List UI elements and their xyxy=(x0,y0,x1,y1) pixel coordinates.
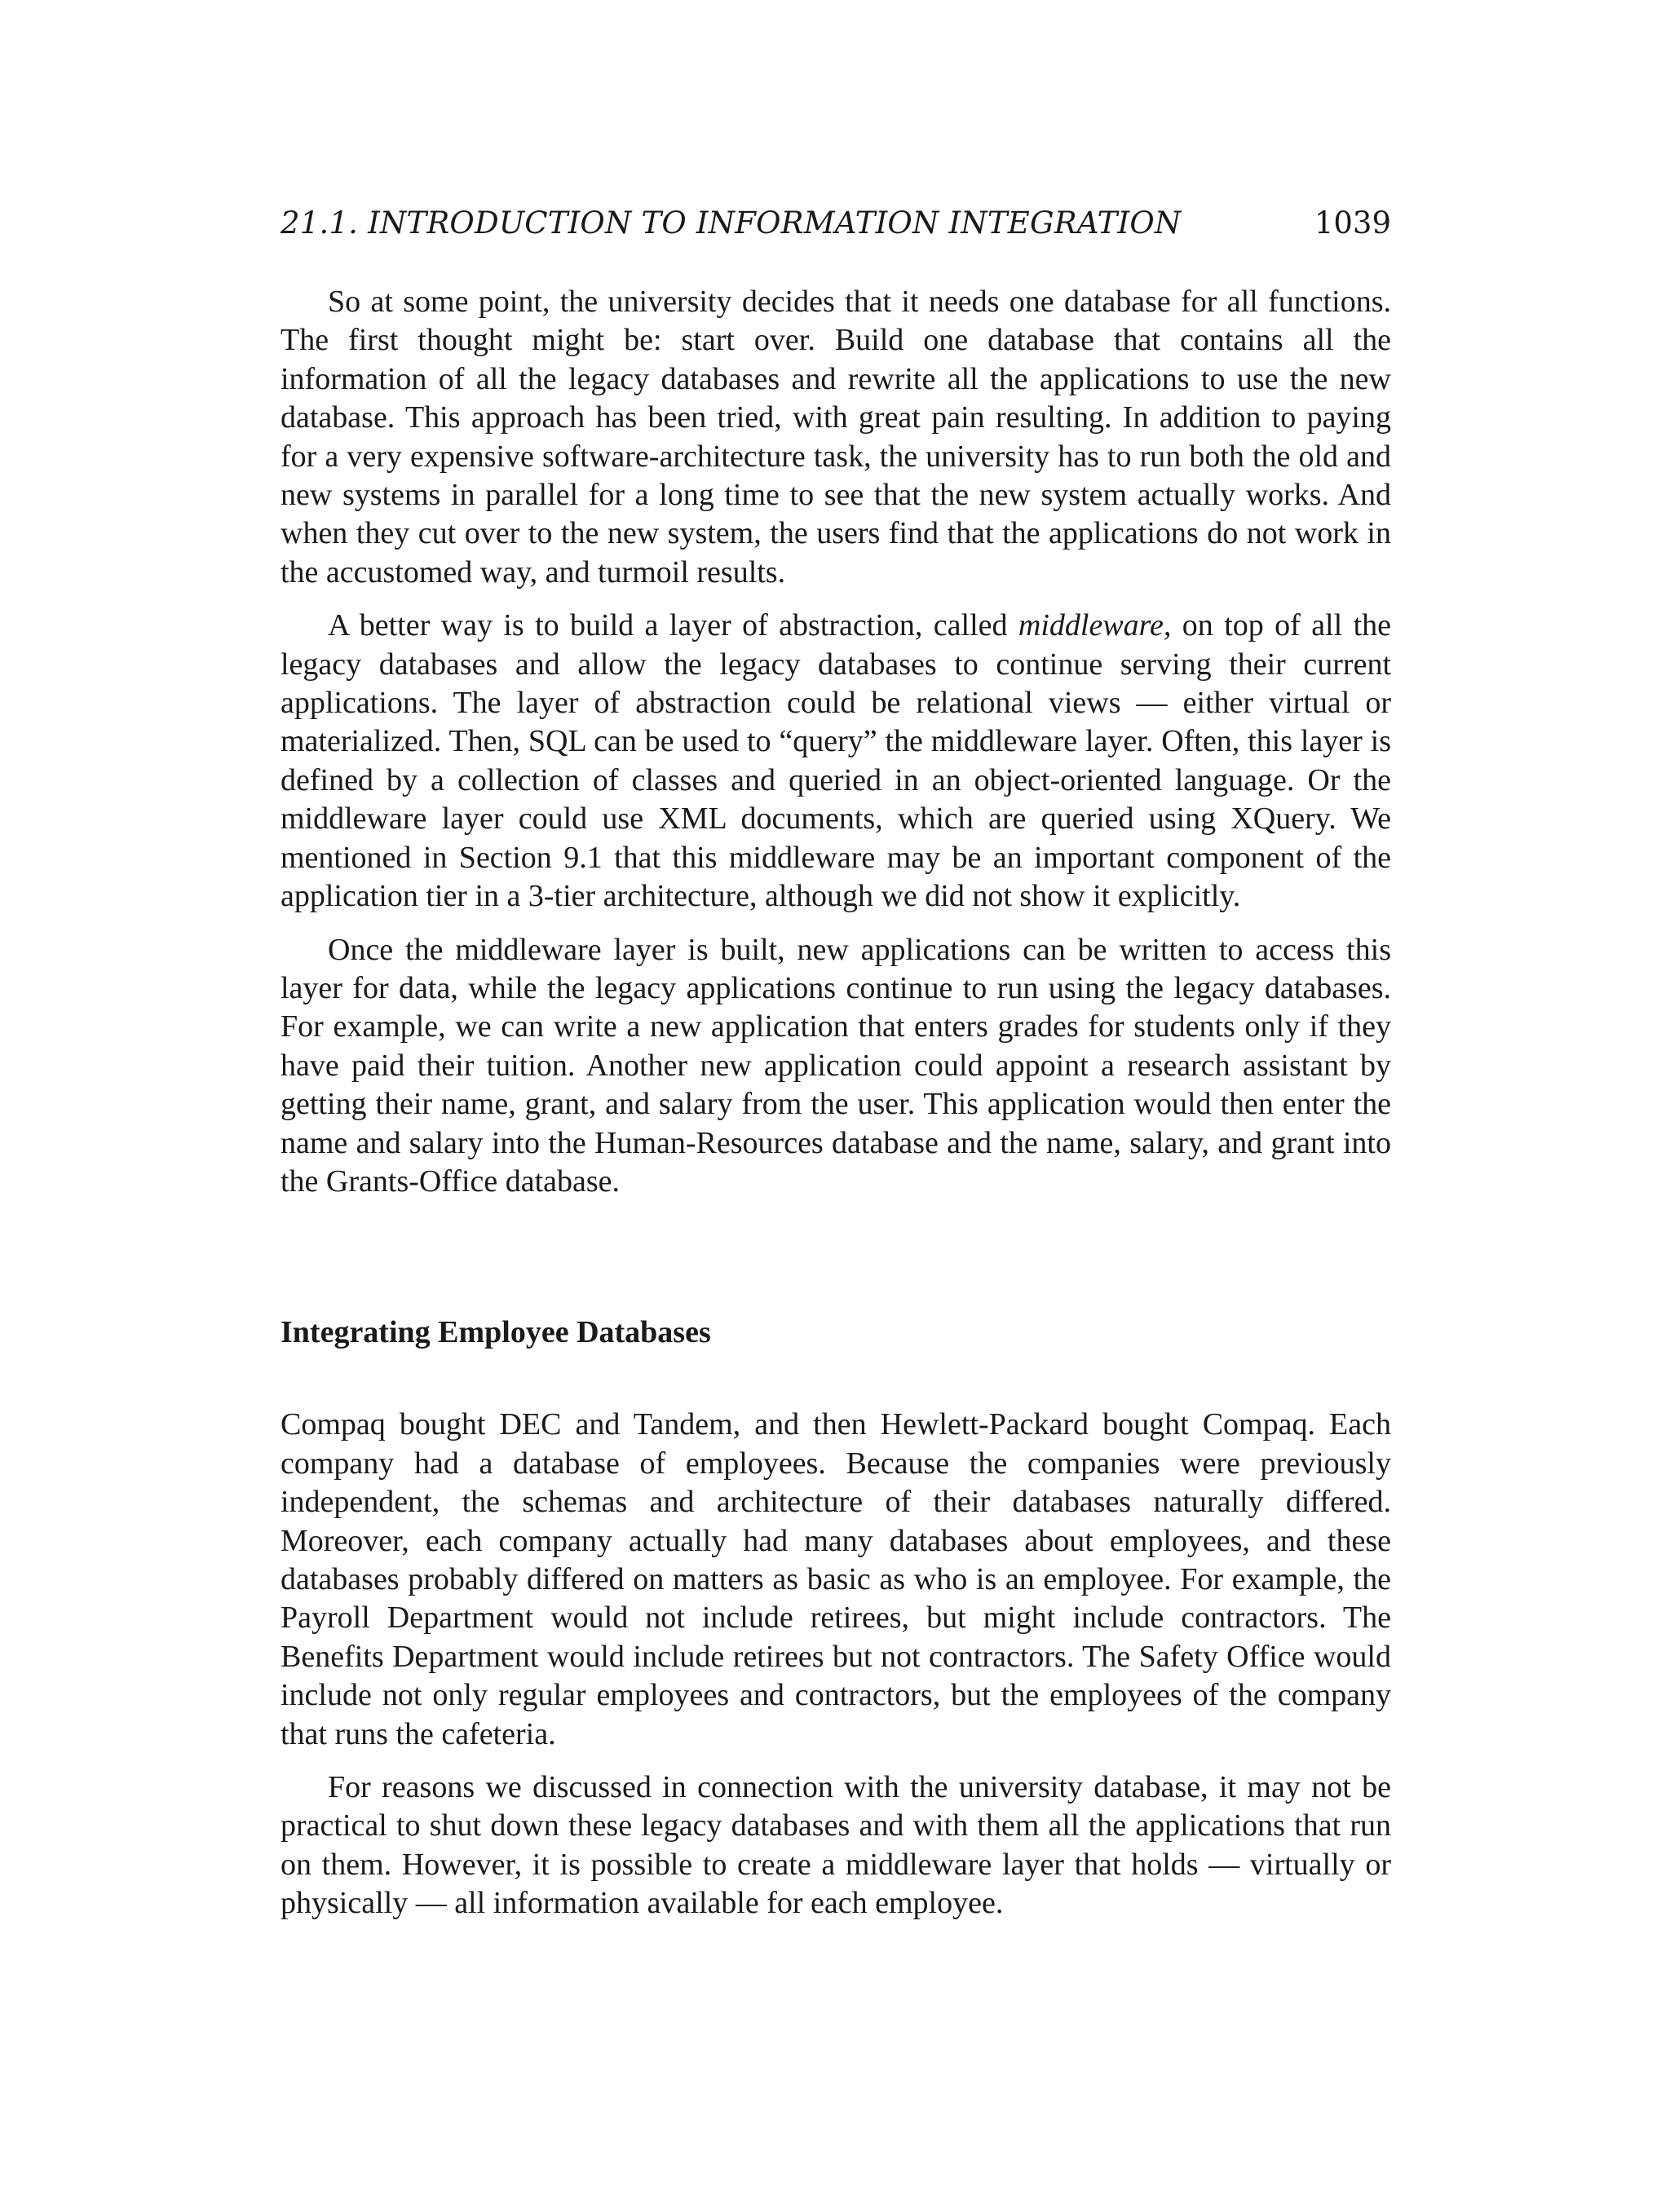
term-middleware: middleware, xyxy=(1018,608,1172,643)
box-title: Integrating Employee Databases xyxy=(281,1315,711,1350)
main-text xyxy=(281,283,1391,1201)
page xyxy=(281,205,1391,1923)
running-head xyxy=(281,205,1391,241)
box-paragraph-2: For reasons we discussed in connection with the university database, it may not be practical to shut down these legacy databases and with them all the applications that run on them. However, it is possible to create a middleware layer that holds — virtually or physically — all information available for each employee. xyxy=(281,1770,1391,1921)
box-paragraph-1: Compaq bought DEC and Tandem, and then Hewlett-Packard bought Compaq. Each company had a database of employees. Because the companies were previously independent, the schemas and architecture of their databases naturally differed. Moreover, each company actually had many databases about employees, and these databases probably differed on matters as basic as who is an employee. For example, the Payroll Department would not include retirees, but might include contractors. The Benefits Department would include retirees but not contractors. The Safety Office would include not only regular employees and contractors, but the employees of the company that runs the cafeteria. xyxy=(281,1407,1391,1751)
page-number: 1039 xyxy=(1314,205,1391,241)
paragraph-2-after: on top of all the legacy databases and allow the legacy databases to continue serving their current applications. The layer of abstraction could be relational views — either virtual or materialized. Then, SQL can be used to “query” the middleware layer. Often, this layer is defined by a collection of classes and queried in an object-oriented language. Or the middleware layer could use XML documents, which are queried using XQuery. We mentioned in Section 9.1 that this middleware may be an important component of the application tier in a 3-tier architecture, although we did not show it explicitly. xyxy=(281,608,1391,914)
paragraph-3: Once the middleware layer is built, new applications can be written to access this layer for data, while the legacy applications continue to run using the legacy databases. For example, we can write a new application that enters grades for students only if they have paid their tuition. Another new application could appoint a research assistant by getting their name, grant, and salary from the user. This application would then enter the name and salary into the Human-Resources database and the name, salary, and grant into the Grants-Office database. xyxy=(281,932,1391,1199)
paragraph-1: So at some point, the university decides that it needs one database for all functions. The first thought might be: start over. Build one database that contains all the information of all the legacy databases and rewrite all the applications to use the new database. This approach has been tried, with great pain resulting. In addition to paying for a very expensive software-architecture task, the university has to run both the old and new systems in parallel for a long time to see that the new system actually works. And when they cut over to the new system, the users find that the applications do not work in the accustomed way, and turmoil results. xyxy=(281,285,1391,589)
paragraph-2-before: A better way is to build a layer of abstraction, called xyxy=(328,608,1018,643)
running-head-section: 21.1. INTRODUCTION TO INFORMATION INTEGRATION xyxy=(281,205,1182,241)
paragraph-2 xyxy=(281,607,1391,916)
sidebar-box xyxy=(281,1314,1391,1923)
